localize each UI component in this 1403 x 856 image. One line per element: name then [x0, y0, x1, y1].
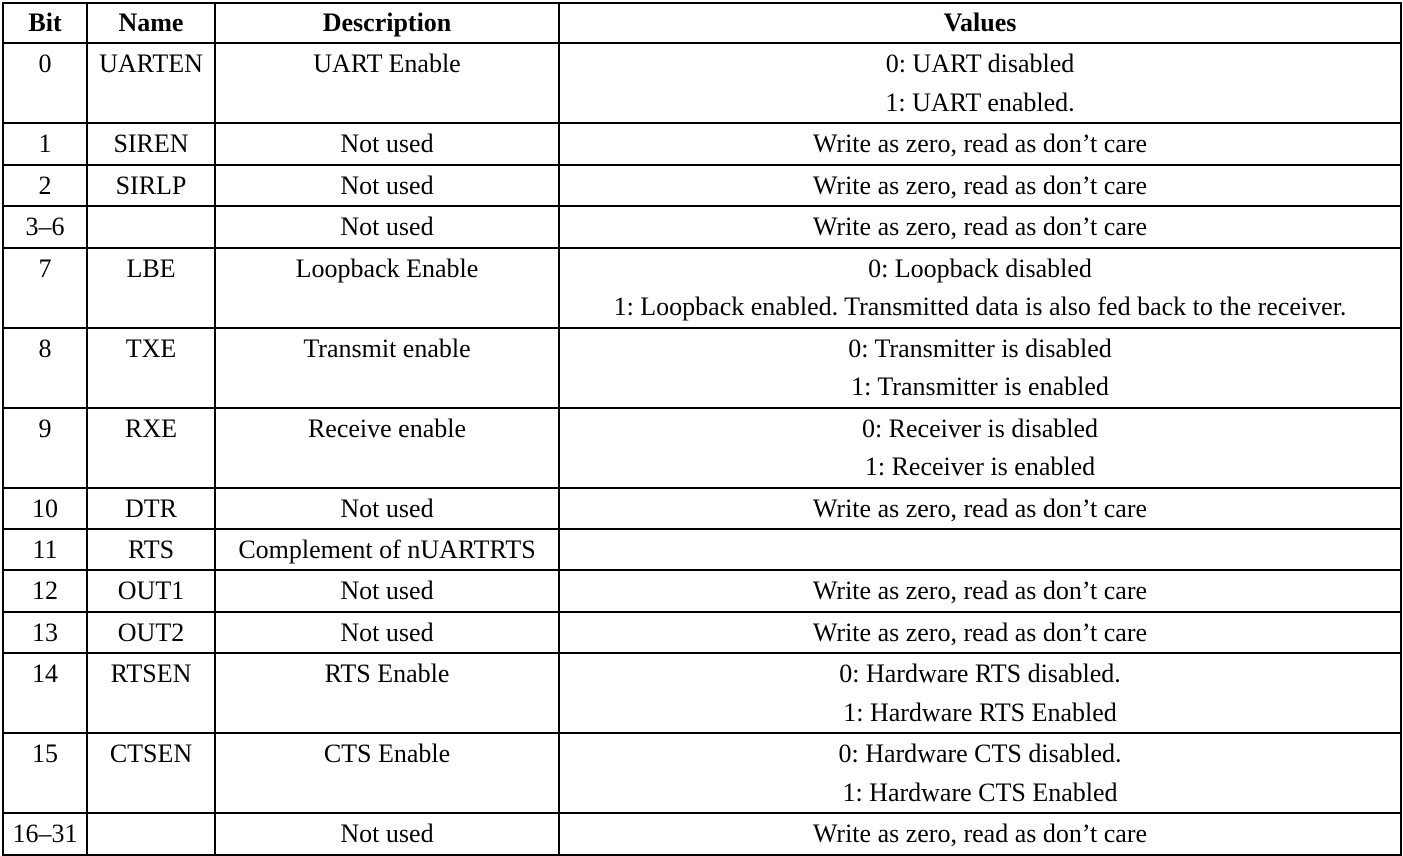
cell-values	[559, 813, 1401, 855]
cell-description: Loopback Enable	[215, 248, 559, 328]
cell-values	[559, 328, 1401, 408]
value-line: Write as zero, read as don’t care	[812, 617, 1148, 647]
cell-description: RTS Enable	[215, 653, 559, 733]
cell-description: Complement of nUARTRTS	[215, 529, 559, 570]
table-row	[3, 653, 1401, 733]
value-line: Write as zero, read as don’t care	[812, 129, 1148, 158]
table-row	[3, 43, 1401, 123]
cell-bit: 3–6	[3, 206, 87, 248]
cell-name: UARTEN	[87, 43, 215, 123]
cell-bit: 16–31	[3, 813, 87, 855]
value-line: 0: Receiver is disabled	[861, 413, 1099, 443]
value-line: 1: Receiver is enabled	[864, 452, 1096, 481]
value-line: 0: Hardware RTS disabled.	[839, 659, 1121, 688]
value-line: 0: UART disabled	[885, 49, 1075, 78]
table-row	[3, 165, 1401, 207]
cell-bit: 11	[3, 529, 87, 570]
cell-bit: 13	[3, 612, 87, 654]
value-line: 1: UART enabled.	[885, 87, 1075, 117]
cell-description: UART Enable	[215, 43, 559, 123]
cell-name: TXE	[87, 328, 215, 408]
table-row	[3, 408, 1401, 488]
table-row	[3, 813, 1401, 855]
value-line: Write as zero, read as don’t care	[812, 493, 1148, 523]
cell-name	[87, 813, 215, 855]
value-line: 1: Loopback enabled. Transmitted data is also fed back to the receiver.	[613, 292, 1347, 321]
cell-bit: 1	[3, 123, 87, 165]
cell-values	[559, 653, 1401, 733]
cell-name: RXE	[87, 408, 215, 488]
cell-bit: 9	[3, 408, 87, 488]
cell-values	[559, 733, 1401, 813]
cell-bit: 2	[3, 165, 87, 207]
cell-bit: 7	[3, 248, 87, 328]
table-row	[3, 488, 1401, 530]
cell-name: RTS	[87, 529, 215, 570]
cell-description: Not used	[215, 612, 559, 654]
table-row	[3, 529, 1401, 570]
cell-name: RTSEN	[87, 653, 215, 733]
cell-values	[559, 248, 1401, 328]
cell-description: Not used	[215, 488, 559, 530]
value-line: 0: Transmitter is disabled	[848, 333, 1112, 363]
cell-values	[559, 570, 1401, 612]
cell-values	[559, 123, 1401, 165]
cell-values	[559, 165, 1401, 207]
cell-bit: 12	[3, 570, 87, 612]
register-bit-table	[2, 2, 1402, 856]
cell-bit: 14	[3, 653, 87, 733]
value-line: 0: Hardware CTS disabled.	[838, 739, 1122, 768]
cell-description: Not used	[215, 123, 559, 165]
value-line: 1: Transmitter is enabled	[851, 372, 1109, 401]
value-line: Write as zero, read as don’t care	[812, 212, 1148, 241]
header-bit: Bit	[3, 3, 87, 43]
cell-description: Not used	[215, 570, 559, 612]
cell-name: SIREN	[87, 123, 215, 165]
cell-description: Not used	[215, 206, 559, 248]
cell-values	[559, 43, 1401, 123]
cell-values	[559, 529, 1401, 570]
cell-description: CTS Enable	[215, 733, 559, 813]
cell-bit: 15	[3, 733, 87, 813]
table-row	[3, 328, 1401, 408]
table-row	[3, 248, 1401, 328]
cell-bit: 0	[3, 43, 87, 123]
value-line: Write as zero, read as don’t care	[812, 819, 1148, 848]
cell-name: OUT2	[87, 612, 215, 654]
table-row	[3, 123, 1401, 165]
cell-bit: 10	[3, 488, 87, 530]
cell-values	[559, 408, 1401, 488]
header-name: Name	[87, 3, 215, 43]
table-row	[3, 733, 1401, 813]
cell-description: Receive enable	[215, 408, 559, 488]
table-row	[3, 206, 1401, 248]
cell-name: OUT1	[87, 570, 215, 612]
cell-name	[87, 206, 215, 248]
cell-name: SIRLP	[87, 165, 215, 207]
cell-values	[559, 488, 1401, 530]
value-line: 1: Hardware RTS Enabled	[843, 697, 1117, 727]
table-header-row	[3, 3, 1401, 43]
cell-description: Not used	[215, 165, 559, 207]
header-values: Values	[559, 3, 1401, 43]
cell-name: DTR	[87, 488, 215, 530]
cell-bit: 8	[3, 328, 87, 408]
cell-name: LBE	[87, 248, 215, 328]
value-line: 1: Hardware CTS Enabled	[842, 777, 1118, 807]
table-body	[3, 43, 1401, 855]
cell-description: Not used	[215, 813, 559, 855]
value-line: Write as zero, read as don’t care	[812, 576, 1148, 605]
cell-description: Transmit enable	[215, 328, 559, 408]
cell-values	[559, 612, 1401, 654]
cell-values	[559, 206, 1401, 248]
table-row	[3, 612, 1401, 654]
value-line: Write as zero, read as don’t care	[812, 170, 1148, 200]
value-line: 0: Loopback disabled	[868, 253, 1092, 283]
cell-name: CTSEN	[87, 733, 215, 813]
header-description: Description	[215, 3, 559, 43]
table-row	[3, 570, 1401, 612]
